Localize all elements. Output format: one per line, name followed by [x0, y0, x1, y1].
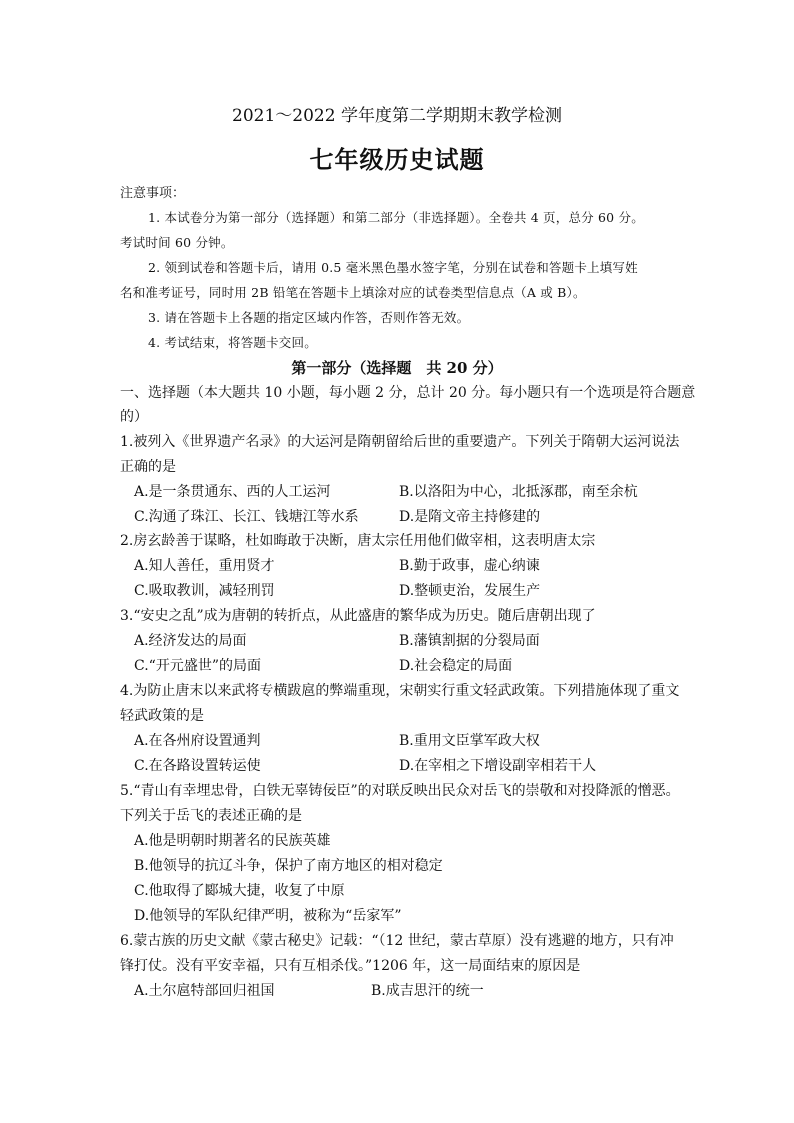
question-3-option-b: B.藩镇割据的分裂局面 — [399, 633, 540, 649]
question-4-option-b: B.重用文臣掌军政大权 — [399, 733, 540, 749]
question-3-option-a: A.经济发达的局面 — [134, 633, 247, 649]
question-6-stem: 6.蒙古族的历史文献《蒙古秘史》记载：“（12 世纪，蒙古草原）没有逃避的地方，只有冲 — [120, 933, 674, 949]
notice-item-3: 3. 请在答题卡上各题的指定区域内作答，否则作答无效。 — [148, 310, 470, 325]
notice-item-2-cont: 名和准考证号，同时用 2B 铅笔在答题卡上填涂对应的试卷类型信息点（A 或 B）。 — [120, 285, 586, 300]
notice-heading: 注意事项： — [120, 186, 186, 201]
notice-item-1-cont: 考试时间 60 分钟。 — [120, 235, 234, 250]
question-2-option-d: D.整顿吏治，发展生产 — [399, 583, 541, 599]
question-1-option-d: D.是隋文帝主持修建的 — [399, 509, 541, 525]
exam-subtitle: 2021～2022 学年度第二学期期末教学检测 — [232, 106, 562, 126]
question-3-stem: 3.“安史之乱”成为唐朝的转折点，从此盛唐的繁华成为历史。随后唐朝出现了 — [120, 608, 596, 624]
question-1-option-b: B.以洛阳为中心，北抵涿郡，南至余杭 — [399, 484, 638, 500]
question-4-option-d: D.在宰相之下增设副宰相若干人 — [399, 758, 597, 774]
question-2-stem: 2.房玄龄善于谋略，杜如晦敢于决断，唐太宗任用他们做宰相，这表明唐太宗 — [120, 533, 596, 549]
question-1-stem: 1.被列入《世界遗产名录》的大运河是隋朝留给后世的重要遗产。下列关于隋朝大运河说法 — [120, 434, 680, 450]
question-3-option-d: D.社会稳定的局面 — [399, 658, 513, 674]
section-intro: 一、选择题（本大题共 10 小题，每小题 2 分，总计 20 分。每小题只有一个选项是符合题意 — [120, 385, 696, 401]
question-6-option-a: A.土尔扈特部回归祖国 — [134, 983, 275, 999]
exam-title: 七年级历史试题 — [309, 145, 485, 174]
question-1-option-c: C.沟通了珠江、长江、钱塘江等水系 — [134, 509, 359, 525]
question-6-option-b: B.成吉思汗的统一 — [371, 983, 484, 999]
section-intro-cont: 的） — [120, 409, 148, 425]
question-4-option-c: C.在各路设置转运使 — [134, 758, 261, 774]
question-2-option-c: C.吸取教训，减轻刑罚 — [134, 583, 275, 599]
notice-item-4: 4. 考试结束，将答题卡交回。 — [148, 335, 317, 350]
notice-item-1: 1. 本试卷分为第一部分（选择题）和第二部分（非选择题）。全卷共 4 页，总分 60 分。 — [148, 210, 644, 225]
question-5-option-d: D.他领导的军队纪律严明，被称为“岳家军” — [134, 908, 402, 924]
notice-item-2: 2. 领到试卷和答题卡后，请用 0.5 毫米黑色墨水签字笔，分别在试卷和答题卡上填写姓 — [148, 260, 638, 275]
question-5-option-a: A.他是明朝时期著名的民族英雄 — [134, 833, 331, 849]
question-5-option-c: C.他取得了郾城大捷，收复了中原 — [134, 883, 345, 899]
question-2-option-a: A.知人善任，重用贤才 — [134, 558, 275, 574]
question-5-stem: 5.“青山有幸埋忠骨，白铁无辜铸佞臣”的对联反映出民众对岳飞的崇敬和对投降派的憎恶。 — [120, 783, 680, 799]
question-6-stem-cont: 锋打仗。没有平安幸福，只有互相杀伐。”1206 年，这一局面结束的原因是 — [120, 958, 581, 974]
section-title: 第一部分（选择题 共 20 分） — [291, 359, 503, 377]
question-1-option-a: A.是一条贯通东、西的人工运河 — [134, 484, 331, 500]
question-5-option-b: B.他领导的抗辽斗争，保护了南方地区的相对稳定 — [134, 858, 443, 874]
question-1-stem-cont: 正确的是 — [120, 459, 176, 475]
question-4-option-a: A.在各州府设置通判 — [134, 733, 261, 749]
question-2-option-b: B.勤于政事，虚心纳谏 — [399, 558, 540, 574]
question-3-option-c: C.“开元盛世”的局面 — [134, 658, 261, 674]
question-5-stem-cont: 下列关于岳飞的表述正确的是 — [120, 808, 302, 824]
question-4-stem: 4.为防止唐末以来武将专横跋扈的弊端重现，宋朝实行重文轻武政策。下列措施体现了重文 — [120, 683, 680, 699]
question-4-stem-cont: 轻武政策的是 — [120, 708, 204, 724]
